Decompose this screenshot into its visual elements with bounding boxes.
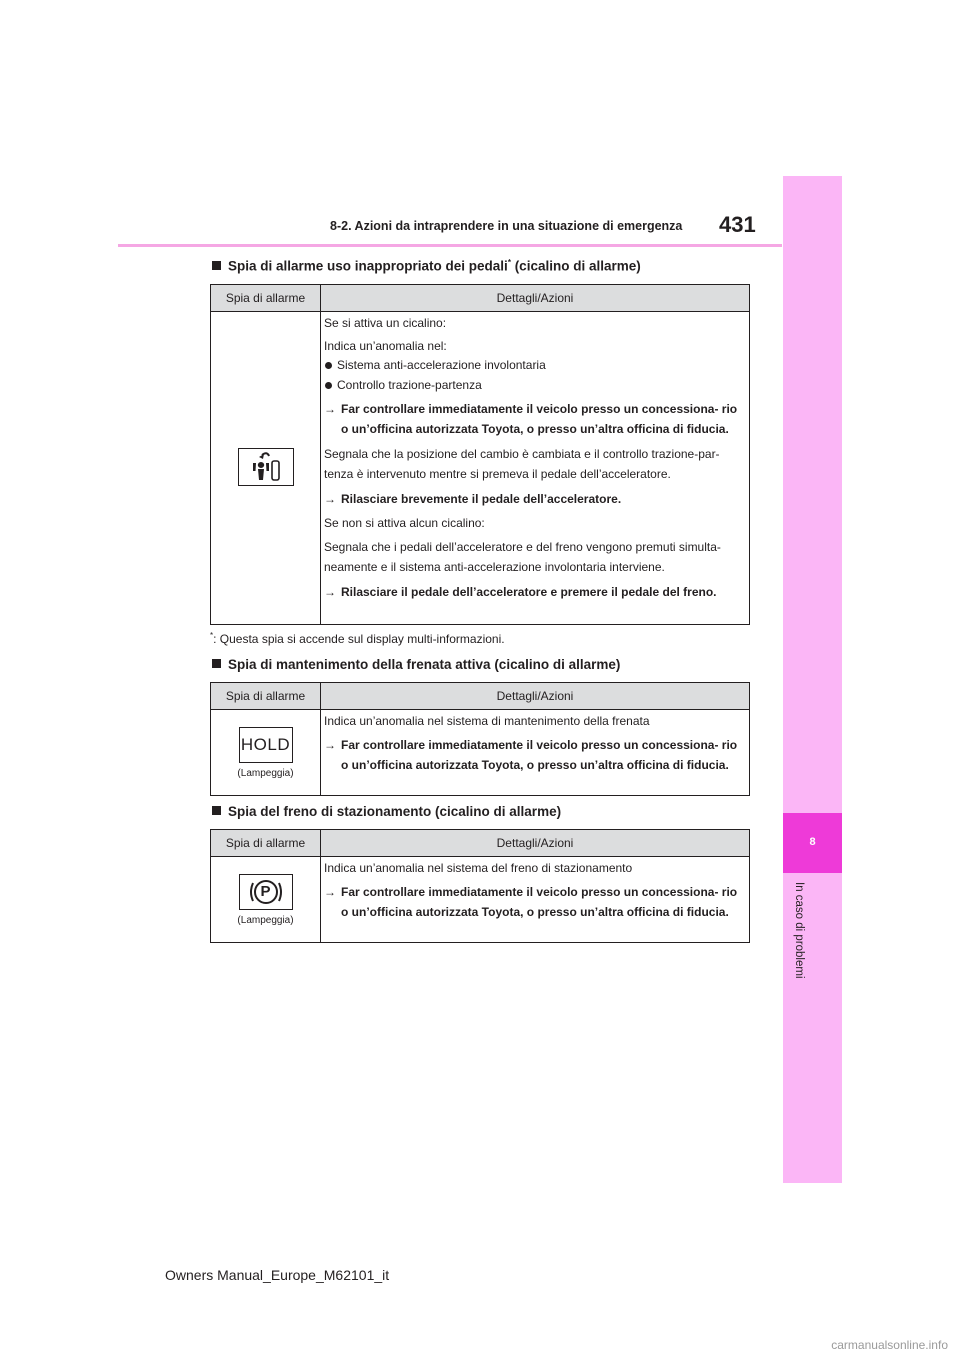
warning-light-cell [211, 857, 321, 943]
arrow-right-icon: → [324, 738, 336, 752]
description-text: Indica un’anomalia nel sistema di mantenimento della frenata [324, 714, 650, 728]
hold-icon: HOLD [239, 727, 293, 763]
header-divider [118, 244, 782, 247]
watermark: carmanualsonline.info [831, 1338, 948, 1352]
arrow-right-icon: → [324, 585, 336, 599]
action-item: → Far controllare immediatamente il veicolo presso un concessiona- rio o un’officina autorizzata Toyota, o presso un’altra officina di fiducia. [324, 882, 745, 922]
arrow-right-icon: → [324, 885, 336, 899]
pedal-misapplication-icon [238, 448, 294, 486]
condition-text: Se si attiva un cicalino: [324, 316, 447, 330]
action-item: → Far controllare immediatamente il veicolo presso un concessiona- rio o un’officina autorizzata Toyota, o presso un’altra officina di fiducia. [324, 399, 745, 439]
square-bullet-icon [212, 659, 221, 668]
parking-brake-table [210, 829, 750, 943]
section-title-pedal-warning: Spia di allarme uso inappropriato dei pedali* (cicalino di allarme) [212, 258, 641, 274]
chapter-number: 8 [809, 836, 816, 848]
description-text: Indica un’anomalia nel sistema del freno di stazionamento [324, 861, 633, 875]
action-item: → Rilasciare il pedale dell’acceleratore e premere il pedale del freno. [324, 582, 745, 602]
table-header-light: Spia di allarme [211, 683, 321, 710]
description-text: Segnala che i pedali dell’acceleratore e del freno vengono premuti simulta- neamente e il sistema anti-accelerazione involontaria interviene. [324, 540, 721, 574]
details-cell [321, 710, 750, 796]
table-header-light: Spia di allarme [211, 285, 321, 312]
section-title-parking-brake: Spia del freno di stazionamento (cicalino di allarme) [212, 804, 561, 819]
brake-hold-table [210, 682, 750, 796]
anomaly-text: Indica un’anomalia nel: [324, 339, 447, 353]
list-item: Controllo trazione-partenza [324, 376, 745, 394]
square-bullet-icon [212, 806, 221, 815]
warning-light-cell [211, 710, 321, 796]
warning-light-cell [211, 312, 321, 625]
icon-caption: (Lampeggia) [237, 914, 294, 926]
arrow-right-icon: → [324, 492, 336, 506]
table-header-light: Spia di allarme [211, 830, 321, 857]
parking-brake-icon: P [239, 874, 293, 910]
bullet-dot-icon [325, 382, 332, 389]
section-title-brake-hold: Spia di mantenimento della frenata attiva (cicalino di allarme) [212, 657, 620, 672]
chapter-side-tab [783, 176, 842, 1183]
square-bullet-icon [212, 261, 221, 270]
arrow-right-icon: → [324, 402, 336, 416]
bullet-dot-icon [325, 362, 332, 369]
description-text: Segnala che la posizione del cambio è cambiata e il controllo trazione-par- tenza è intervenuto mentre si premeva il pedale dell’acceleratore. [324, 447, 720, 481]
table-header-details: Dettagli/Azioni [321, 830, 750, 857]
icon-caption: (Lampeggia) [237, 767, 294, 779]
pedal-warning-table [210, 284, 750, 625]
section-header-title: 8-2. Azioni da intraprendere in una situazione di emergenza [330, 219, 683, 233]
list-item: Sistema anti-accelerazione involontaria [324, 356, 745, 374]
action-item: → Rilasciare brevemente il pedale dell’acceleratore. [324, 489, 745, 509]
page-number: 431 [719, 212, 756, 237]
details-cell [321, 857, 750, 943]
chapter-label: In caso di problemi [793, 882, 805, 979]
condition-text: Se non si attiva alcun cicalino: [324, 516, 485, 530]
table-header-details: Dettagli/Azioni [321, 285, 750, 312]
footer-manual-id: Owners Manual_Europe_M62101_it [165, 1267, 390, 1283]
action-item: → Far controllare immediatamente il veicolo presso un concessiona- rio o un’officina autorizzata Toyota, o presso un’altra officina di fiducia. [324, 735, 745, 775]
details-cell [321, 312, 750, 625]
footnote: *: Questa spia si accende sul display multi-informazioni. [210, 631, 505, 646]
table-header-details: Dettagli/Azioni [321, 683, 750, 710]
